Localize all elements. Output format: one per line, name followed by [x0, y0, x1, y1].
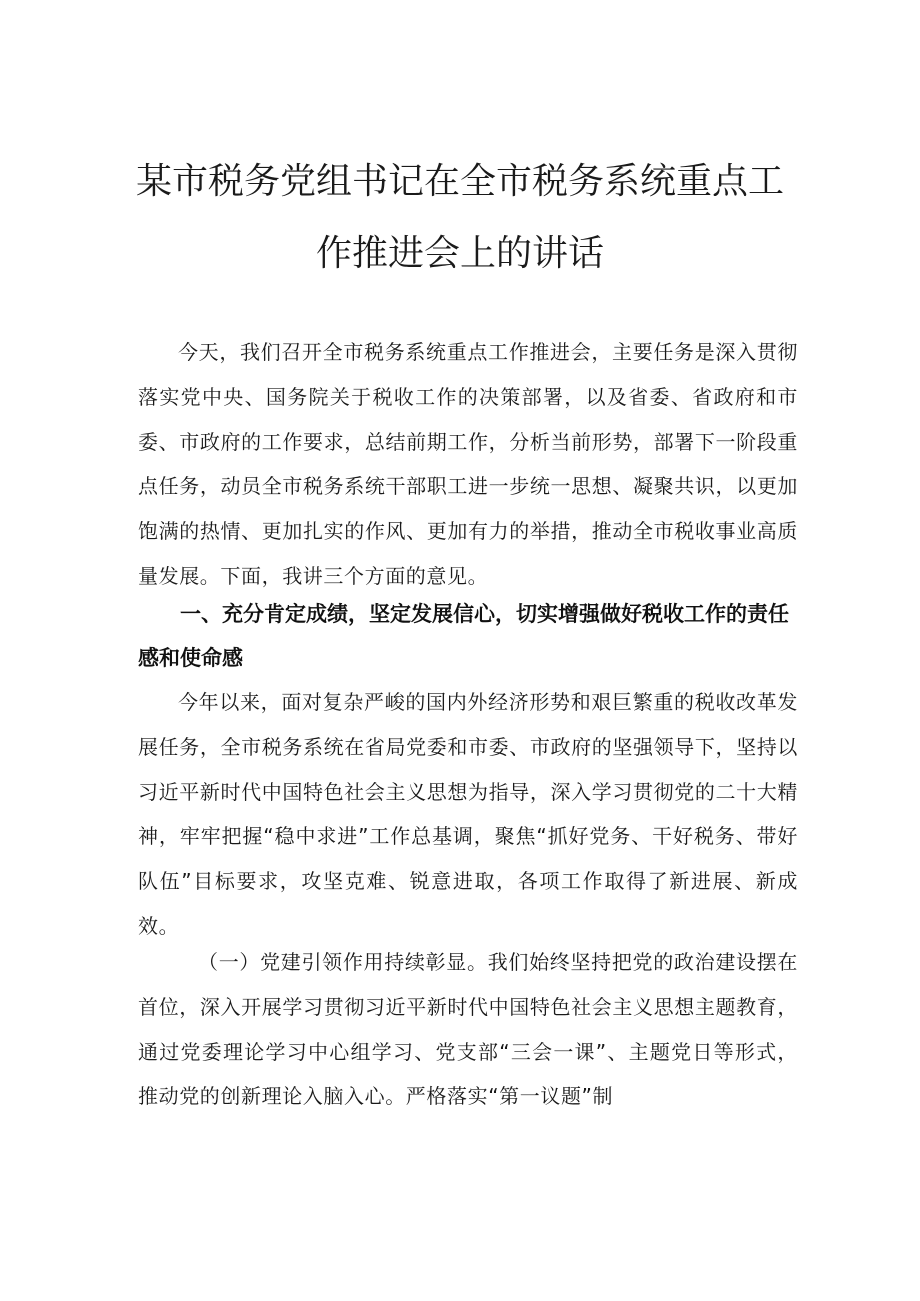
section-1-paragraph: 今年以来，面对复杂严峻的国内外经济形势和艰巨繁重的税收改革发展任务，全市税务系统在省局党委和市委、市政府的坚强领导下，坚持以习近平新时代中国特色社会主义思想为指导，深入学习贯彻党的二十大精神，牢牢把握“稳中求进”工作总基调，聚焦“抓好党务、干好税务、带好队伍”目标要求，攻坚克难、锐意进取，各项工作取得了新进展、新成效。 — [138, 690, 798, 938]
document-title-line-1: 某市税务党组书记在全市税务系统重点工 — [135, 161, 784, 202]
document-title-line-2: 作推进会上的讲话 — [315, 233, 604, 274]
intro-paragraph: 今天，我们召开全市税务系统重点工作推进会，主要任务是深入贯彻落实党中央、国务院关于税收工作的决策部署，以及省委、省政府和市委、市政府的工作要求，总结前期工作，分析当前形势，部署下一阶段重点任务，动员全市税务系统干部职工进一步统一思想、凝聚共识，以更加饱满的热情、更加扎实的作风、更加有力的举措，推动全市税收事业高质量发展。下面，我讲三个方面的意见。 — [138, 340, 798, 588]
subsection-1-paragraph: （一）党建引领作用持续彰显。我们始终坚持把党的政治建设摆在首位，深入开展学习贯彻习近平新时代中国特色社会主义思想主题教育，通过党委理论学习中心组学习、党支部“三会一课”、主题党日等形式，推动党的创新理论入脑入心。严格落实“第一议题”制 — [138, 950, 799, 1109]
section-heading-1: 一、充分肯定成绩，坚定发展信心，切实增强做好税收工作的责任感和使命感 — [138, 602, 789, 670]
